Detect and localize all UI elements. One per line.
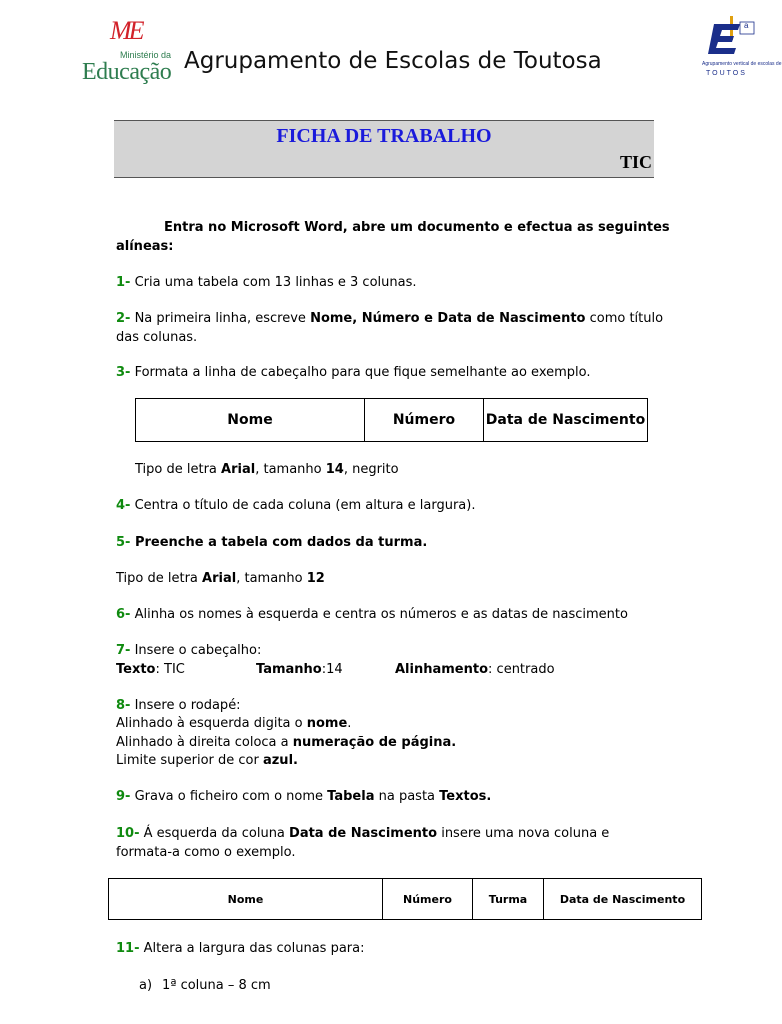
item-number: 10- [116, 826, 140, 841]
ministry-logo [82, 16, 178, 85]
footer-right-instruction [116, 733, 456, 752]
item-bold-text: numeração de página. [292, 735, 457, 750]
item-3-format-note [135, 460, 399, 479]
item-bold-text: azul. [262, 753, 298, 768]
item-4 [116, 496, 475, 515]
setting-key: Tamanho [256, 662, 322, 677]
setting-value: : centrado [488, 662, 555, 677]
item-3 [116, 363, 591, 382]
item-text: Alinhado à esquerda digita o [116, 716, 307, 731]
title-box [114, 120, 654, 178]
item-6 [116, 605, 628, 624]
item-9 [116, 787, 491, 806]
table-header-cell: Data de Nascimento [544, 879, 702, 920]
note-bold: Arial [202, 571, 237, 586]
item-text: Preenche a tabela com dados da turma. [130, 535, 428, 550]
item-text: Cria uma tabela com 13 linhas e 3 colunas. [130, 275, 417, 290]
item-text: Insere o rodapé: [130, 698, 241, 713]
item-text: Grava o ficheiro com o nome [130, 789, 328, 804]
header-text-setting [116, 660, 185, 679]
example-table-header [135, 398, 648, 442]
note-text: Tipo de letra [135, 462, 222, 477]
item-text: . [347, 716, 352, 731]
item-text: Alinha os nomes à esquerda e centra os números e as datas de nascimento [130, 607, 628, 622]
item-number: 3- [116, 365, 131, 380]
note-text: , tamanho [236, 571, 307, 586]
table-header-cell: Turma [473, 879, 544, 920]
school-name: Agrupamento de Escolas de Toutosa [184, 48, 602, 74]
setting-value: :14 [321, 662, 343, 677]
setting-key: Alinhamento [395, 662, 489, 677]
item-number: 2- [116, 311, 131, 326]
table-header-cell: Nome [136, 399, 365, 442]
item-text: Á esquerda da coluna [139, 826, 290, 841]
item-text: insere uma nova coluna e [437, 826, 610, 841]
item-5 [116, 533, 427, 552]
item-11 [116, 939, 365, 958]
item-7 [116, 641, 261, 660]
ministry-logo-mark: ME [110, 16, 142, 45]
item-2-line-2: das colunas. [116, 330, 198, 345]
table-header-cell: Nome [109, 879, 383, 920]
item-1 [116, 273, 417, 292]
school-logo [700, 14, 782, 80]
item-number: 1- [116, 275, 131, 290]
item-text: na pasta [374, 789, 440, 804]
school-logo-icon [700, 14, 762, 62]
item-text: Na primeira linha, escreve [130, 311, 311, 326]
item-11-sub-a [139, 976, 271, 995]
item-8 [116, 696, 241, 715]
item-10-line-2: formata-a como o exemplo. [116, 845, 296, 860]
item-bold-text: nome [306, 716, 348, 731]
header-alignment-setting [395, 660, 555, 679]
item-text: Limite superior de cor [116, 753, 263, 768]
footer-left-instruction [116, 714, 351, 733]
note-text: Tipo de letra [116, 571, 203, 586]
subject-label: TIC [619, 152, 652, 172]
setting-value: : TIC [155, 662, 185, 677]
item-bold-text: Nome, Número e Data de Nascimento [310, 311, 586, 326]
item-bold-text: Textos. [439, 789, 492, 804]
intro-line-2: alíneas: [116, 239, 174, 254]
item-number: 9- [116, 789, 131, 804]
item-number: 8- [116, 698, 131, 713]
footer-border-instruction [116, 751, 298, 770]
item-text: Altera a largura das colunas para: [139, 941, 365, 956]
ministry-logo-small-text: Ministério da [120, 50, 172, 60]
item-number: 7- [116, 643, 131, 658]
item-5-format-note [116, 569, 325, 588]
item-bold-text: Tabela [327, 789, 375, 804]
item-text: como título [585, 311, 664, 326]
item-text: Alinhado à direita coloca a [116, 735, 293, 750]
note-text: , tamanho [255, 462, 326, 477]
note-bold: Arial [221, 462, 256, 477]
setting-key: Texto [116, 662, 156, 677]
table-header-cell: Número [383, 879, 473, 920]
table-header-cell: Data de Nascimento [484, 399, 648, 442]
note-bold: 12 [306, 571, 325, 586]
item-10 [116, 824, 609, 843]
document-title: FICHA DE TRABALHO [276, 125, 492, 147]
school-logo-town: TOUTOS [706, 70, 747, 77]
header-size-setting [256, 660, 343, 679]
item-text: Formata a linha de cabeçalho para que fique semelhante ao exemplo. [130, 365, 591, 380]
item-number: 4- [116, 498, 131, 513]
item-2 [116, 309, 663, 328]
intro-line-1: Entra no Microsoft Word, abre um documento e efectua as seguintes [164, 220, 670, 235]
note-bold: 14 [325, 462, 344, 477]
item-number: 6- [116, 607, 131, 622]
note-text: , negrito [343, 462, 399, 477]
item-number: 5- [116, 535, 131, 550]
table-header-cell: Número [365, 399, 484, 442]
sub-item-text: 1ª coluna – 8 cm [162, 978, 271, 993]
sub-item-label: a) [139, 978, 153, 993]
item-number: 11- [116, 941, 140, 956]
item-text: Insere o cabeçalho: [130, 643, 262, 658]
item-text: Centra o título de cada coluna (em altura e largura). [130, 498, 476, 513]
ministry-logo-big-text: Educação [82, 59, 172, 85]
school-logo-text: Agrupamento vertical de escolas de [702, 61, 782, 67]
item-bold-text: Data de Nascimento [289, 826, 438, 841]
example-table-with-turma [108, 878, 702, 920]
school-logo-tag: a [744, 21, 749, 30]
